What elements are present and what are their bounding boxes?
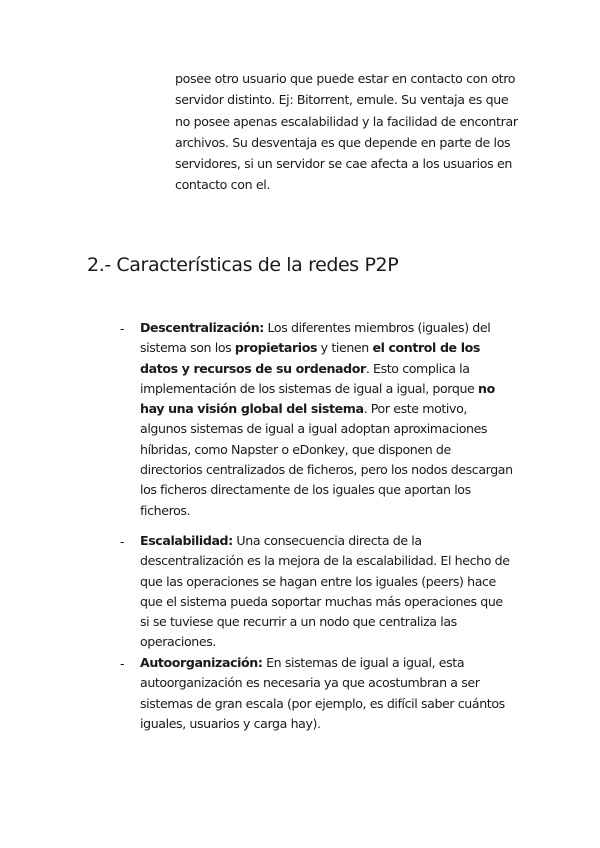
bullet-text: [140, 531, 515, 653]
intro-paragraph: posee otro usuario que puede estar en contacto con otro servidor distinto. Ej: Bitorrent, emule. Su ventaja es que no posee apenas escalabilidad y la facilidad de encontrar archivos. Su desventaja es que depende en parte de los servidores, si un servidor se cae afecta a los usuarios en contacto con el.: [175, 71, 518, 193]
section-heading: 2.- Características de la redes P2P: [87, 254, 399, 276]
bullet-term: Descentralización:: [140, 320, 264, 335]
bullet-text: [140, 653, 515, 734]
bullet-text-segment: Una consecuencia directa de la descentralización es la mejora de la escalabilidad. El hecho de que las operaciones se hagan entre los iguales (peers) hace que el sistema pueda soportar muchas más operaciones que si se tuviese que recurrir a un nodo que centraliza las operaciones.: [140, 533, 510, 650]
bullet-text: [140, 318, 515, 521]
bullet-emphasis: propietarios: [234, 340, 318, 356]
bullet-term: Autoorganización:: [140, 655, 263, 670]
bullet-dash: -: [120, 656, 125, 671]
bullet-dash: -: [120, 534, 125, 549]
bullet-text-segment: y tienen: [317, 340, 373, 356]
bullet-term: Escalabilidad:: [140, 533, 233, 548]
bullet-dash: -: [120, 321, 125, 336]
bullet-text-segment: . Por este motivo, algunos sistemas de igual a igual adoptan aproximaciones híbridas, como Napster o eDonkey, que disponen de directorios centralizados de ficheros, pero los nodos descargan los ficheros directamente de los iguales que aportan los ficheros.: [140, 401, 513, 518]
bullet-text-segment: . Esto complica la implementación de los sistemas de igual a igual, porque: [140, 360, 478, 396]
bullet-text-segment: En sistemas de igual a igual, esta autoorganización es necesaria ya que acostumbran a ser sistemas de gran escala (por ejemplo, es difícil saber cuántos iguales, usuarios y carga hay).: [140, 655, 505, 731]
bullet-text-segment: Los diferentes miembros (iguales) del sistema son los: [140, 320, 491, 356]
bullet-emphasis: el control de los datos y recursos de su ordenador: [140, 340, 480, 376]
bullet-emphasis: no hay una visión global del sistema: [140, 380, 495, 417]
